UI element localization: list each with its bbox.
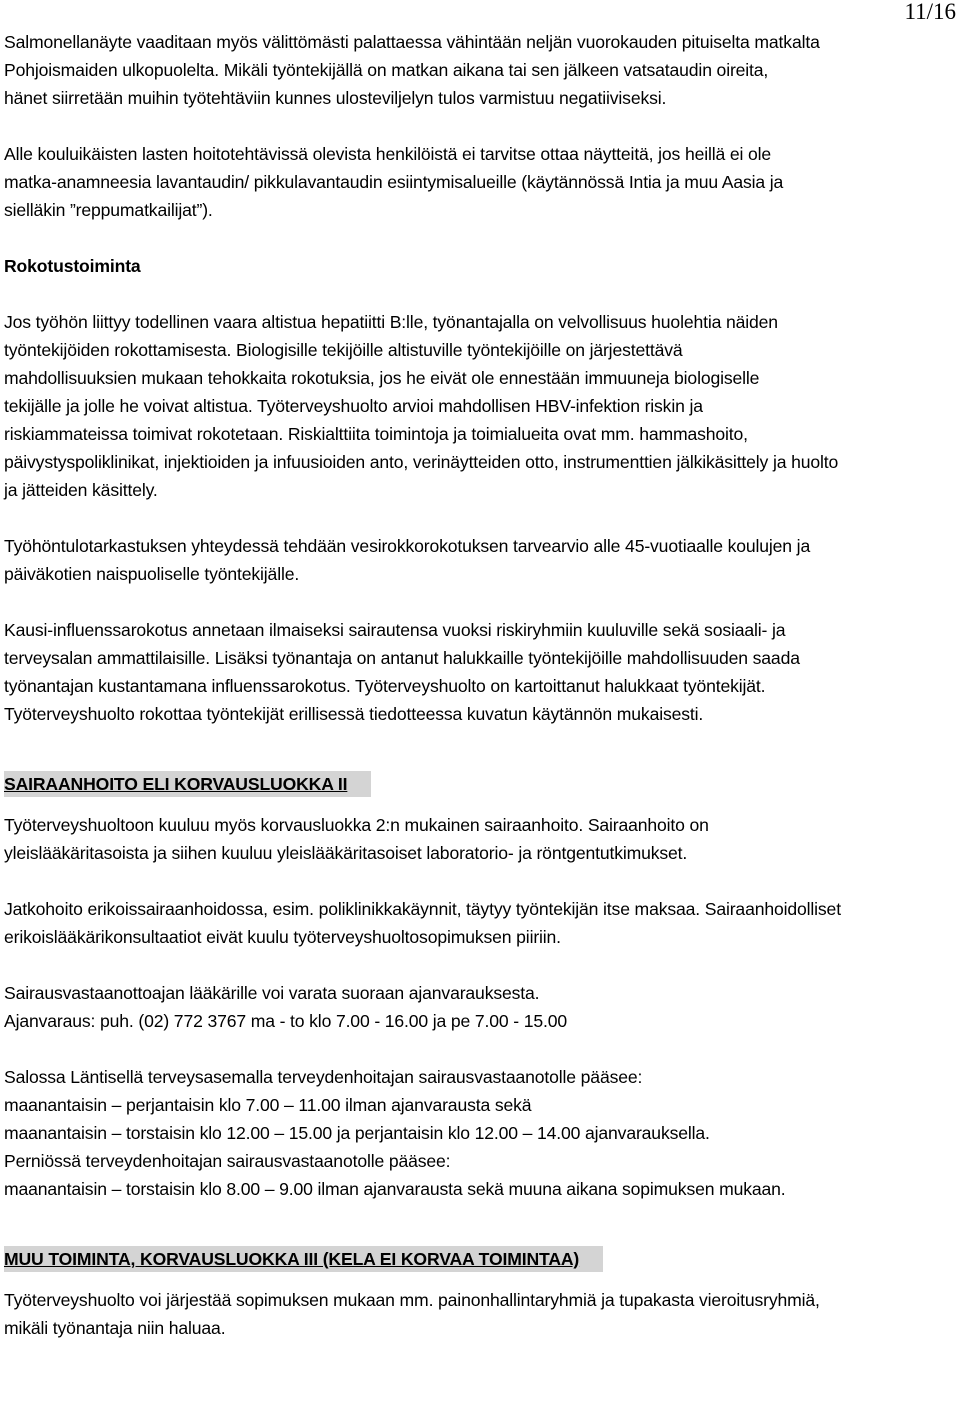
paragraph-muu-toiminta [4,1286,956,1342]
section-heading-muu-toiminta: MUU TOIMINTA, KORVAUSLUOKKA III (KELA EI KORVAA TOIMINTAA) [4,1246,603,1272]
text-line: työntekijöiden rokottamisesta. Biologisille tekijöille altistuville työntekijöille on järjestettävä [4,340,683,360]
document-body [4,28,956,1342]
text-line: Kausi-influenssarokotus annetaan ilmaiseksi sairautensa vuoksi riskiryhmiin kuuluville sekä sosiaali- ja [4,620,786,640]
text-line: Alle kouluikäisten lasten hoitotehtävissä olevista henkilöistä ei tarvitse ottaa näytteitä, jos heillä ei ole [4,144,772,164]
text-line: maanantaisin – perjantaisin klo 7.00 – 11.00 ilman ajanvarausta sekä [4,1095,532,1115]
text-line: ja jätteiden käsittely. [4,480,158,500]
paragraph-hepatitis-b [4,308,956,504]
text-line: Työterveyshuolto rokottaa työntekijät erillisessä tiedotteessa kuvatun käytännön mukaisesti. [4,704,704,724]
text-line: tekijälle ja jolle he voivat altistua. Työterveyshuolto arvioi mahdollisen HBV-infektion riskin ja [4,396,703,416]
text-line: päivystyspoliklinikat, injektioiden ja infuusioiden anto, verinäytteiden otto, instrumenttien jälkikäsittely ja huolto [4,452,839,472]
text-line: maanantaisin – torstaisin klo 8.00 – 9.00 ilman ajanvarausta sekä muuna aikana sopimuksen mukaan. [4,1179,786,1199]
paragraph-sairaanhoito [4,811,956,867]
text-line: mahdollisuuksien mukaan tehokkaita rokotuksia, jos he eivät ole ennestään immuuneja biologiselle [4,368,760,388]
text-line: riskiammateissa toimivat rokotetaan. Riskialttiita toimintoja ja toimialueita ovat mm. hammashoito, [4,424,748,444]
page-number: 11/16 [904,0,956,24]
section-heading-sairaanhoito: SAIRAANHOITO ELI KORVAUSLUOKKA II [4,771,371,797]
text-line: matka-anamneesia lavantaudin/ pikkulavantaudin esiintymisalueille (käytännössä Intia ja muu Aasia ja [4,172,784,192]
paragraph-ajanvaraus [4,979,956,1035]
text-line: Pohjoismaiden ulkopuolelta. Mikäli työntekijällä on matkan aikana tai sen jälkeen vatsataudin oireita, [4,60,769,80]
paragraph-influenza [4,616,956,728]
paragraph-vastaanottoajat [4,1063,956,1203]
text-line: maanantaisin – torstaisin klo 12.00 – 15.00 ja perjantaisin klo 12.00 – 14.00 ajanvarauksella. [4,1123,710,1143]
text-line: Jos työhön liittyy todellinen vaara altistua hepatiitti B:lle, työnantajalla on velvollisuus huolehtia näiden [4,312,778,332]
text-line: mikäli työnantaja niin haluaa. [4,1318,226,1338]
text-line: Perniössä terveydenhoitajan sairausvastaanotolle pääsee: [4,1151,451,1171]
subheading-rokotustoiminta: Rokotustoiminta [4,256,141,276]
text-line: työnantajan kustantamana influenssarokotus. Työterveyshuolto on kartoittanut halukkaat työntekijät. [4,676,766,696]
text-line: Sairausvastaanottoajan lääkärille voi varata suoraan ajanvarauksesta. [4,983,540,1003]
text-line: Salmonellanäyte vaaditaan myös välittömästi palattaessa vähintään neljän vuorokauden pituiselta matkalta [4,32,820,52]
text-line: sielläkin ”reppumatkailijat”). [4,200,213,220]
paragraph-children-care [4,140,956,224]
text-line: erikoislääkärikonsultaatiot eivät kuulu työterveyshuoltosopimuksen piiriin. [4,927,561,947]
text-line: Työterveyshuolto voi järjestää sopimuksen mukaan mm. painonhallintaryhmiä ja tupakasta vieroitusryhmiä, [4,1290,820,1310]
text-line: hänet siirretään muihin työtehtäviin kunnes ulosteviljelyn tulos varmistuu negatiiviseksi. [4,88,667,108]
paragraph-chickenpox [4,532,956,588]
paragraph-salmonella [4,28,956,112]
text-line: Työterveyshuoltoon kuuluu myös korvausluokka 2:n mukainen sairaanhoito. Sairaanhoito on [4,815,709,835]
text-line: Jatkohoito erikoissairaanhoidossa, esim. poliklinikkakäynnit, täytyy työntekijän itse maksaa. Sairaanhoidolliset [4,899,841,919]
text-line: Työhöntulotarkastuksen yhteydessä tehdään vesirokkorokotuksen tarvearvio alle 45-vuotiaalle koulujen ja [4,536,811,556]
text-line: terveysalan ammattilaisille. Lisäksi työnantaja on antanut halukkaille työntekijöille mahdollisuuden saada [4,648,800,668]
text-line: yleislääkäritasoista ja siihen kuuluu yleislääkäritasoiset laboratorio- ja röntgentutkimukset. [4,843,688,863]
text-line: päiväkotien naispuoliselle työntekijälle. [4,564,300,584]
paragraph-jatkohoito [4,895,956,951]
text-line: Salossa Läntisellä terveysasemalla terveydenhoitajan sairausvastaanotolle pääsee: [4,1067,643,1087]
text-line: Ajanvaraus: puh. (02) 772 3767 ma - to klo 7.00 - 16.00 ja pe 7.00 - 15.00 [4,1011,568,1031]
